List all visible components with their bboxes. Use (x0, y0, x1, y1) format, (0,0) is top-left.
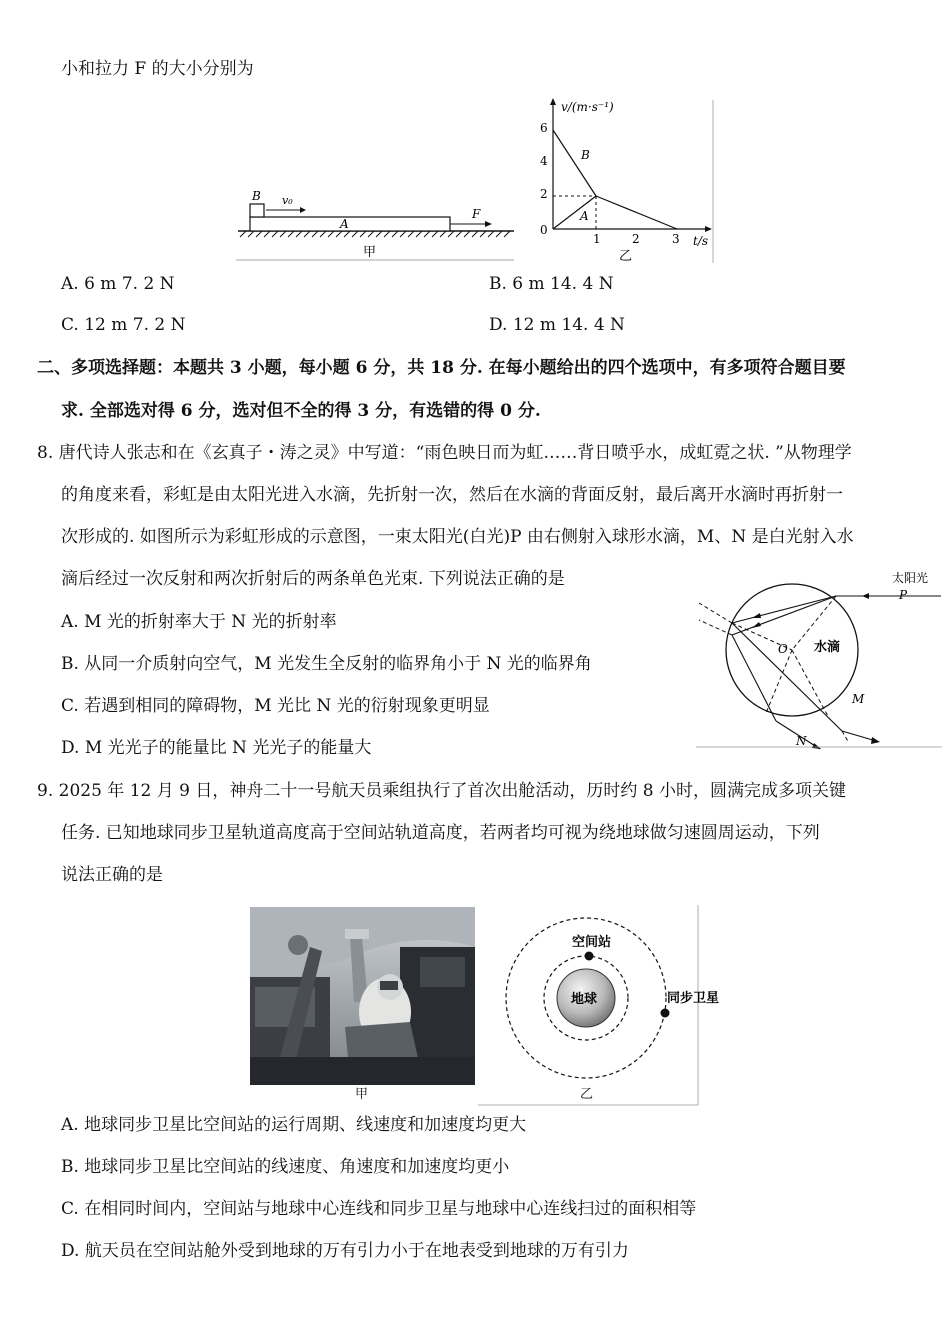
q9-stem-line1: 9. 2025 年 12 月 9 日，神舟二十一号航天员乘组执行了首次出舱活动，历时约 8 小时，圆满完成多项关键 (37, 781, 846, 801)
label-P: P (899, 588, 908, 602)
board-A (250, 217, 450, 231)
q9-stem-line2: 任务. 已知地球同步卫星轨道高度高于空间站轨道高度，若两者均可视为绕地球做匀速圆周运动，下列 (61, 823, 820, 843)
q7-option-a[interactable]: A. 6 m 7. 2 N (61, 274, 175, 294)
q8-figure-droplet (694, 563, 944, 749)
label-F: F (472, 207, 481, 221)
caption-yi: 乙 (619, 249, 633, 264)
q9-option-d[interactable]: D. 航天员在空间站舱外受到地球的万有引力小于在地表受到地球的万有引力 (61, 1241, 629, 1261)
q9-caption-jia: 甲 (355, 1087, 369, 1102)
space-station-dot (585, 952, 594, 961)
q9-stem-line3: 说法正确的是 (61, 865, 163, 885)
q7-option-b[interactable]: B. 6 m 14. 4 N (489, 274, 614, 294)
label-geo: 同步卫星 (667, 991, 720, 1006)
y-tick-0: 0 (540, 223, 548, 237)
q7-figure-yi (525, 95, 715, 265)
q8-option-b[interactable]: B. 从同一介质射向空气，M 光发生全反射的临界角小于 N 光的临界角 (61, 654, 592, 674)
q8-stem-line2: 的角度来看，彩虹是由太阳光进入水滴，先折射一次，然后在水滴的背面反射，最后离开水滴时再折射一 (61, 485, 843, 505)
x-tick-1: 1 (593, 232, 601, 246)
q9-caption-yi: 乙 (580, 1087, 594, 1102)
q8-option-d[interactable]: D. M 光光子的能量比 N 光光子的能量大 (61, 738, 372, 758)
y-axis-label: v/(m·s⁻¹) (561, 100, 614, 114)
q9-option-a[interactable]: A. 地球同步卫星比空间站的运行周期、线速度和加速度均更大 (61, 1115, 527, 1135)
q8-stem-line4: 滴后经过一次反射和两次折射后的两条单色光束. 下列说法正确的是 (61, 569, 565, 589)
q8-option-c[interactable]: C. 若遇到相同的障碍物，M 光比 N 光的衍射现象更明显 (61, 696, 490, 716)
label-A: A (340, 217, 349, 231)
q8-option-a[interactable]: A. M 光的折射率大于 N 光的折射率 (61, 612, 337, 632)
label-earth: 地球 (571, 992, 598, 1007)
y-tick-2: 2 (540, 187, 548, 201)
x-axis-label: t/s (693, 234, 709, 248)
label-v0: v₀ (282, 194, 293, 207)
label-N: N (796, 734, 807, 748)
q7-option-d[interactable]: D. 12 m 14. 4 N (489, 315, 625, 335)
line-B (553, 130, 596, 196)
q7-figure-jia (230, 182, 520, 262)
section2-header-line1: 二、多项选择题：本题共 3 小题，每小题 6 分，共 18 分. 在每小题给出的四个选项中，有多项符合题目要 (37, 358, 846, 378)
geo-satellite-dot (661, 1009, 670, 1018)
q7-stem-tail: 小和拉力 F 的大小分别为 (61, 59, 254, 79)
x-tick-2: 2 (632, 232, 640, 246)
x-tick-3: 3 (672, 232, 680, 246)
q9-option-c[interactable]: C. 在相同时间内，空间站与地球中心连线和同步卫星与地球中心连线扫过的面积相等 (61, 1199, 697, 1219)
q8-stem-line1: 8. 唐代诗人张志和在《玄真子・涛之灵》中写道：“雨色映日而为虹……背日喷乎水，成虹霓之状. ”从物理学 (37, 443, 852, 463)
label-O: O (778, 642, 788, 656)
y-tick-4: 4 (540, 154, 548, 168)
label-B: B (252, 189, 261, 203)
label-sun: 太阳光 (892, 571, 929, 585)
astronaut-photo (250, 907, 475, 1085)
section2-header-line2: 求. 全部选对得 6 分，选对但不全的得 3 分，有选错的得 0 分. (61, 401, 541, 421)
q7-option-c[interactable]: C. 12 m 7. 2 N (61, 315, 186, 335)
line-common (596, 196, 677, 229)
label-line-B: B (581, 148, 590, 162)
q8-stem-line3: 次形成的. 如图所示为彩虹形成的示意图，一束太阳光(白光)P 由右侧射入球形水滴，M、N 是白光射入水 (61, 527, 854, 547)
label-M: M (852, 692, 865, 706)
line-A (553, 196, 596, 229)
q9-figure-orbits (478, 903, 720, 1108)
label-station: 空间站 (572, 935, 612, 950)
caption-jia: 甲 (363, 245, 377, 260)
block-B (250, 204, 264, 217)
y-tick-6: 6 (540, 121, 548, 135)
label-line-A: A (580, 209, 589, 223)
label-drop: 水滴 (814, 640, 841, 655)
q9-option-b[interactable]: B. 地球同步卫星比空间站的线速度、角速度和加速度均更小 (61, 1157, 510, 1177)
